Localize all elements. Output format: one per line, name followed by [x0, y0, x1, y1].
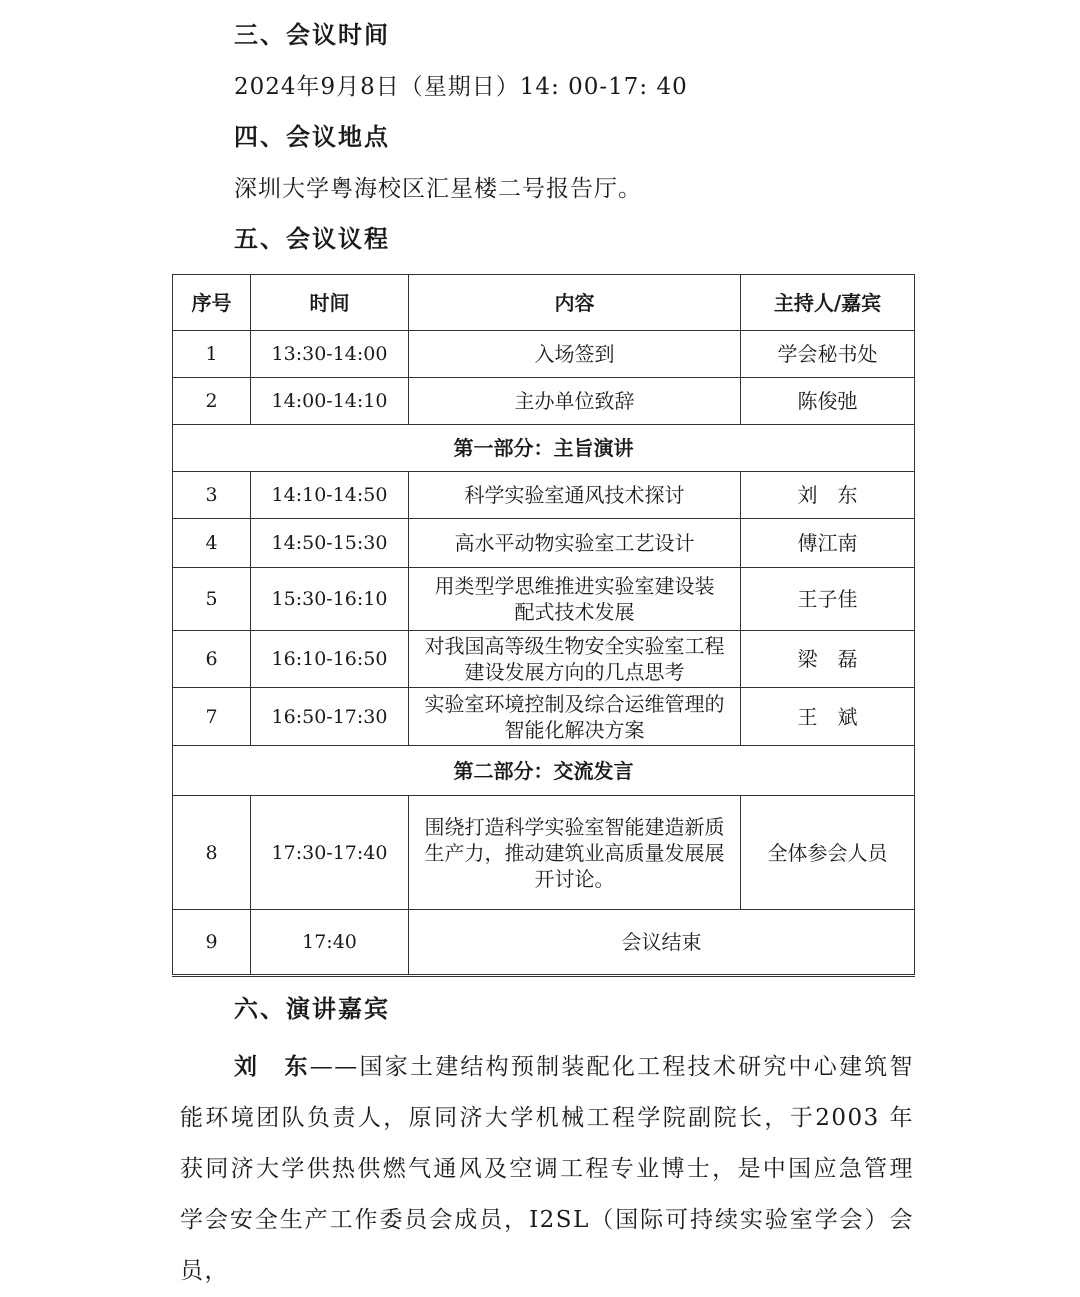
- table-row: [173, 796, 915, 910]
- row-content: 实验室环境控制及综合运维管理的智能化解决方案: [409, 688, 741, 746]
- agenda-table: [172, 274, 915, 977]
- row-no: 4: [173, 519, 251, 568]
- row-host: 傅江南: [741, 519, 915, 568]
- row-time: 15:30-16:10: [251, 568, 409, 631]
- speaker-bio: [180, 1042, 914, 1297]
- row-host: 刘 东: [741, 472, 915, 519]
- table-row: [173, 631, 915, 688]
- row-content: 用类型学思维推进实验室建设装配式技术发展: [409, 568, 741, 631]
- row-time: 13:30-14:00: [251, 331, 409, 378]
- section-heading-time: 三、会议时间: [234, 21, 390, 49]
- row-no: 9: [173, 910, 251, 976]
- row-host: 全体参会人员: [741, 796, 915, 910]
- table-row: [173, 688, 915, 746]
- table-row: [173, 519, 915, 568]
- row-host: 王子佳: [741, 568, 915, 631]
- header-host: 主持人/嘉宾: [741, 275, 915, 331]
- row-content: 会议结束: [409, 910, 915, 976]
- section-row: [173, 746, 915, 796]
- table-row: [173, 378, 915, 425]
- row-host: 王 斌: [741, 688, 915, 746]
- row-content: 主办单位致辞: [409, 378, 741, 425]
- row-time: 16:50-17:30: [251, 688, 409, 746]
- section-heading-speakers: 六、演讲嘉宾: [234, 995, 390, 1023]
- row-content: 围绕打造科学实验室智能建造新质生产力，推动建筑业高质量发展展开讨论。: [409, 796, 741, 910]
- row-time: 17:30-17:40: [251, 796, 409, 910]
- row-time: 14:00-14:10: [251, 378, 409, 425]
- header-content: 内容: [409, 275, 741, 331]
- table-row: [173, 331, 915, 378]
- row-host: 学会秘书处: [741, 331, 915, 378]
- agenda-header-row: [173, 275, 915, 331]
- speaker-name: 刘 东: [234, 1054, 310, 1080]
- row-no: 8: [173, 796, 251, 910]
- row-time: 14:50-15:30: [251, 519, 409, 568]
- row-no: 2: [173, 378, 251, 425]
- row-host: 陈俊弛: [741, 378, 915, 425]
- section-title: 第一部分：主旨演讲: [173, 425, 915, 472]
- row-no: 6: [173, 631, 251, 688]
- table-row: [173, 910, 915, 976]
- row-no: 5: [173, 568, 251, 631]
- row-content: 科学实验室通风技术探讨: [409, 472, 741, 519]
- row-no: 3: [173, 472, 251, 519]
- row-content: 高水平动物实验室工艺设计: [409, 519, 741, 568]
- row-time: 17:40: [251, 910, 409, 976]
- section-row: [173, 425, 915, 472]
- meeting-place-text: 深圳大学粤海校区汇星楼二号报告厅。: [234, 176, 642, 202]
- header-no: 序号: [173, 275, 251, 331]
- row-content: 对我国高等级生物安全实验室工程建设发展方向的几点思考: [409, 631, 741, 688]
- section-heading-place: 四、会议地点: [234, 123, 390, 151]
- table-row: [173, 472, 915, 519]
- section-heading-agenda: 五、会议议程: [234, 225, 390, 253]
- row-content: 入场签到: [409, 331, 741, 378]
- row-no: 7: [173, 688, 251, 746]
- speaker-bio-text: ——国家土建结构预制装配化工程技术研究中心建筑智能环境团队负责人，原同济大学机械工程学院副院长，于2003 年获同济大学供热供燃气通风及空调工程专业博士，是中国应急管理学会安全生产工作委员会成员，I2SL（国际可持续实验室学会）会员，: [180, 1054, 915, 1284]
- row-time: 14:10-14:50: [251, 472, 409, 519]
- meeting-time-text: 2024年9月8日（星期日）14: 00-17: 40: [234, 74, 688, 100]
- row-time: 16:10-16:50: [251, 631, 409, 688]
- header-time: 时间: [251, 275, 409, 331]
- row-no: 1: [173, 331, 251, 378]
- section-title: 第二部分：交流发言: [173, 746, 915, 796]
- table-row: [173, 568, 915, 631]
- row-host: 梁 磊: [741, 631, 915, 688]
